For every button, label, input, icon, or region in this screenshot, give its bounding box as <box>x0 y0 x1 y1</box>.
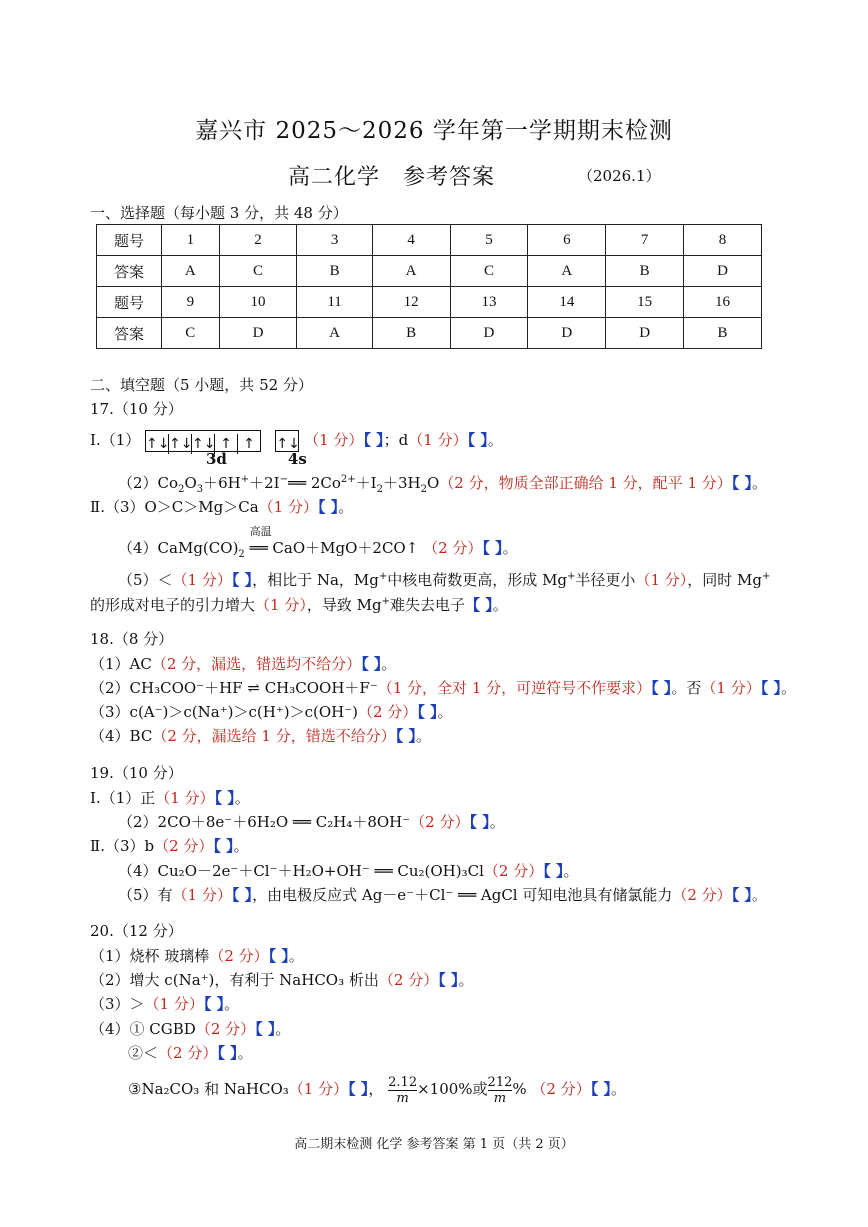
q17-line-1: Ⅰ.（1） ↑↓↑↓↑↓ ↑ ↑ ↑↓ （1 分）【 】；d（1 分）【 】。 <box>90 431 503 452</box>
table-cell: 3 <box>297 225 372 256</box>
q19-line-1: Ⅰ.（1）正（1 分）【 】。 <box>90 789 250 807</box>
table-cell: 10 <box>219 287 297 318</box>
q19-line-5: （5）有（1 分）【 】，由电极反应式 Ag－e⁻＋Cl⁻ ══ AgCl 可知电池具有储氯能力（2 分）【 】。 <box>118 886 767 904</box>
q17-line-2: $(2)Co_2O_3+6H^++2I^-══$ $2Co^{2+}+I_2+3H_2O(2$ 分，物质全部正确给 1 分，配平 1 分）【 】。 <box>118 474 768 495</box>
table-cell: B <box>372 318 450 349</box>
q20-heading: 20.（12 分） <box>90 922 183 940</box>
section-fill-heading: 二、填空题（5 小题，共 52 分） <box>90 376 313 394</box>
table-cell: 12 <box>372 287 450 318</box>
table-cell: C <box>162 318 220 349</box>
page-footer: 高二期末检测 化学 参考答案 第 1 页（共 2 页） <box>294 1137 574 1152</box>
fraction-212-over-m: $\frac{212}{m}$ <box>487 1074 513 1106</box>
table-cell: 6 <box>528 225 606 256</box>
reaction-condition: 高温 <box>249 525 272 538</box>
q20-line-1: （1）烧杯 玻璃棒（2 分）【 】。 <box>90 947 304 965</box>
answer-table <box>96 224 762 349</box>
table-cell: 11 <box>297 287 372 318</box>
q18-line-2: （2）CH₃COO⁻＋HF ⇌ CH₃COOH＋F⁻（1 分，全对 1 分，可逆符号不作要求）【 】。否（1 分）【 】。 <box>90 679 796 697</box>
table-cell: 5 <box>450 225 528 256</box>
table-cell: C <box>450 256 528 287</box>
table-cell: A <box>162 256 220 287</box>
table-cell: 14 <box>528 287 606 318</box>
table-cell: 2 <box>219 225 297 256</box>
q20-line-2: （2）增大 c(Na⁺)，有利于 NaHCO₃ 析出（2 分）【 】。 <box>90 971 474 989</box>
q20-line-4: （4）① CGBD（2 分）【 】。 <box>90 1020 291 1038</box>
table-cell: B <box>684 318 762 349</box>
q19-line-3: Ⅱ.（3）b（2 分）【 】。 <box>90 837 249 855</box>
orbital-label-4s: 4s <box>288 450 307 468</box>
table-cell: A <box>528 256 606 287</box>
table-row <box>97 318 762 349</box>
q17-heading: 17.（10 分） <box>90 400 183 418</box>
q20-line-5: ②＜（2 分）【 】。 <box>128 1044 253 1062</box>
q19-line-4: （4）Cu₂O－2e⁻＋Cl⁻＋H₂O+OH⁻ ══ Cu₂(OH)₃Cl（2 分）【 】。 <box>118 862 579 880</box>
table-cell: C <box>219 256 297 287</box>
table-cell: 13 <box>450 287 528 318</box>
q18-line-1: （1）AC（2 分，漏选，错选均不给分）【 】。 <box>90 655 397 673</box>
table-cell: D <box>450 318 528 349</box>
table-cell: 7 <box>606 225 684 256</box>
table-cell: 9 <box>162 287 220 318</box>
table-cell: A <box>297 318 372 349</box>
exam-date: （2026.1） <box>578 167 661 185</box>
q20-line-6: ③Na₂CO₃ 和 NaHCO₃（1 分）【 】， $\frac{2.12}{m}$ ×100%或 $\frac{212}{m}$ % （2 分）【 】。 <box>128 1074 626 1106</box>
table-cell: 16 <box>684 287 762 318</box>
orbital-4s-diagram: ↑↓ <box>275 430 299 452</box>
table-cell: 8 <box>684 225 762 256</box>
row-label: 答案 <box>97 318 162 349</box>
row-label: 题号 <box>97 287 162 318</box>
table-cell: D <box>606 318 684 349</box>
orbital-label-3d: 3d <box>206 450 227 468</box>
table-cell: D <box>219 318 297 349</box>
orbital-3d-diagram: ↑↓↑↓↑↓ ↑ ↑ <box>145 430 261 452</box>
q18-heading: 18.（8 分） <box>90 630 174 648</box>
table-cell: A <box>372 256 450 287</box>
table-cell: 1 <box>162 225 220 256</box>
row-label: 题号 <box>97 225 162 256</box>
table-cell: 15 <box>606 287 684 318</box>
q17-line-5: （5）＜（1 分）【 】，相比于 Na，Mg+中核电荷数更高，形成 Mg+半径更小（1 分），同时 Mg+ <box>118 571 771 589</box>
q17-line-6: 的形成对电子的引力增大（1 分），导致 Mg+难失去电子【 】。 <box>90 596 508 614</box>
table-cell: B <box>606 256 684 287</box>
page-subtitle: 高二化学 参考答案 <box>288 165 496 190</box>
table-cell: B <box>297 256 372 287</box>
q18-line-3: （3）c(A⁻)＞c(Na⁺)＞c(H⁺)＞c(OH⁻)（2 分）【 】。 <box>90 703 453 721</box>
table-row <box>97 225 762 256</box>
table-row <box>97 287 762 318</box>
table-row <box>97 256 762 287</box>
section-choice-heading: 一、选择题（每小题 3 分，共 48 分） <box>90 204 348 222</box>
table-cell: 4 <box>372 225 450 256</box>
table-cell: D <box>684 256 762 287</box>
q19-line-2: （2）2CO＋8e⁻＋6H₂O ══ C₂H₄＋8OH⁻（2 分）【 】。 <box>118 813 505 831</box>
table-cell: D <box>528 318 606 349</box>
page-title: 嘉兴市 2025～2026 学年第一学期期末检测 <box>195 118 673 144</box>
q17-line-4: $(4)CaMg(CO)_2$ 高温 ══ CaO＋MgO＋2CO↑ （2 分）【 】。 <box>118 538 518 558</box>
q19-heading: 19.（10 分） <box>90 764 183 782</box>
q17-line-3: Ⅱ.（3）O＞C＞Mg＞Ca（1 分）【 】。 <box>90 498 354 516</box>
fraction-2-12-over-m: $\frac{2.12}{m}$ <box>388 1074 418 1106</box>
q18-line-4: （4）BC（2 分，漏选给 1 分，错选不给分）【 】。 <box>90 727 431 745</box>
row-label: 答案 <box>97 256 162 287</box>
q20-line-3: （3）＞（1 分）【 】。 <box>90 995 240 1013</box>
